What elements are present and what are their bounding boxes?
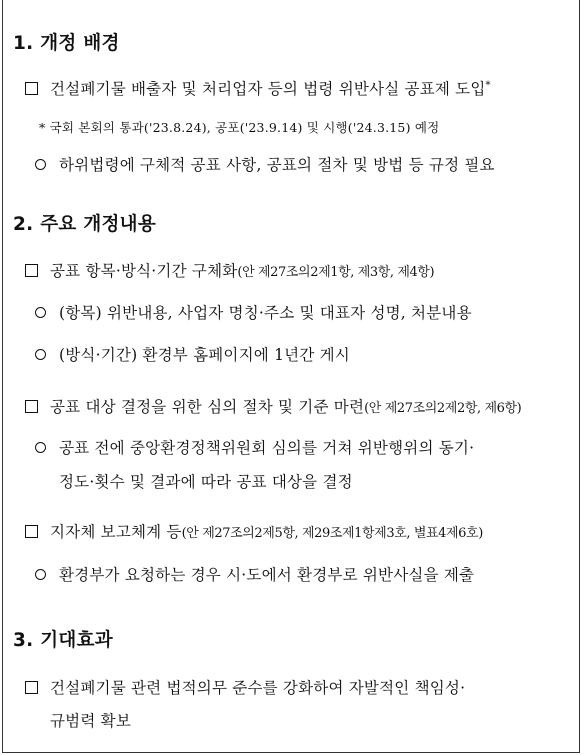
sub-item-submission xyxy=(35,563,474,585)
sub-item-method-period xyxy=(35,343,350,365)
sub-item-text: 공표 전에 중앙환경정책위원회 심의를 거쳐 위반행위의 동기· xyxy=(59,439,475,457)
article-reference: (안 제27조의2제5항, 제29조제1항제3호, 별표4제6호) xyxy=(181,526,483,541)
sub-item-text: 하위법령에 구체적 공표 사항, 공표의 절차 및 방법 등 규정 필요 xyxy=(59,156,495,174)
bullet-text: 건설폐기물 관련 법적의무 준수를 강화하여 자발적인 책임성· xyxy=(50,679,466,697)
sub-item-continuation: 정도·횟수 및 결과에 따라 공표 대상을 결정 xyxy=(59,473,353,491)
article-reference: (안 제27조의2제1항, 제3항, 제4항) xyxy=(237,265,435,280)
bullet-publication-system xyxy=(25,77,491,99)
section-heading-background: 1. 개정 배경 xyxy=(13,33,120,54)
footnote-mark: * xyxy=(485,80,491,91)
bullet-continuation: 규범력 확보 xyxy=(50,712,131,730)
sub-item-regulation-needed xyxy=(35,153,495,175)
sub-item-committee-review xyxy=(35,436,474,458)
bullet-text: 공표 대상 결정을 위한 심의 절차 및 기준 마련 xyxy=(50,398,365,416)
circle-bullet-icon xyxy=(35,442,46,453)
bullet-reporting-system xyxy=(25,520,483,542)
checkbox-square-icon xyxy=(25,82,38,95)
bullet-publication-items xyxy=(25,259,434,281)
checkbox-square-icon xyxy=(25,264,38,277)
checkbox-square-icon xyxy=(25,525,38,538)
sub-item-text: 환경부가 요청하는 경우 시·도에서 환경부로 위반사실을 제출 xyxy=(59,566,475,584)
circle-bullet-icon xyxy=(35,307,46,318)
sub-item-text: (항목) 위반내용, 사업자 명칭·주소 및 대표자 성명, 처분내용 xyxy=(59,304,472,322)
circle-bullet-icon xyxy=(35,349,46,360)
section-heading-expected-effects: 3. 기대효과 xyxy=(13,630,113,651)
circle-bullet-icon xyxy=(35,569,46,580)
footnote-legislation-schedule: * 국회 본회의 통과('23.8.24), 공포('23.9.14) 및 시행('24.3.15) 예정 xyxy=(39,120,440,135)
circle-bullet-icon xyxy=(35,159,46,170)
bullet-compliance xyxy=(25,676,465,698)
sub-item-items xyxy=(35,301,472,323)
bullet-text: 지자체 보고체계 등 xyxy=(50,523,182,541)
sub-item-text: (방식·기간) 환경부 홈페이지에 1년간 게시 xyxy=(59,346,350,364)
bullet-review-procedure xyxy=(25,395,521,417)
checkbox-square-icon xyxy=(25,681,38,694)
bullet-text: 공표 항목·방식·기간 구체화 xyxy=(50,262,238,280)
checkbox-square-icon xyxy=(25,400,38,413)
document-page xyxy=(2,0,580,753)
article-reference: (안 제27조의2제2항, 제6항) xyxy=(364,401,522,416)
section-heading-main-changes: 2. 주요 개정내용 xyxy=(13,214,157,235)
bullet-text: 건설폐기물 배출자 및 처리업자 등의 법령 위반사실 공표제 도입 xyxy=(50,80,486,98)
